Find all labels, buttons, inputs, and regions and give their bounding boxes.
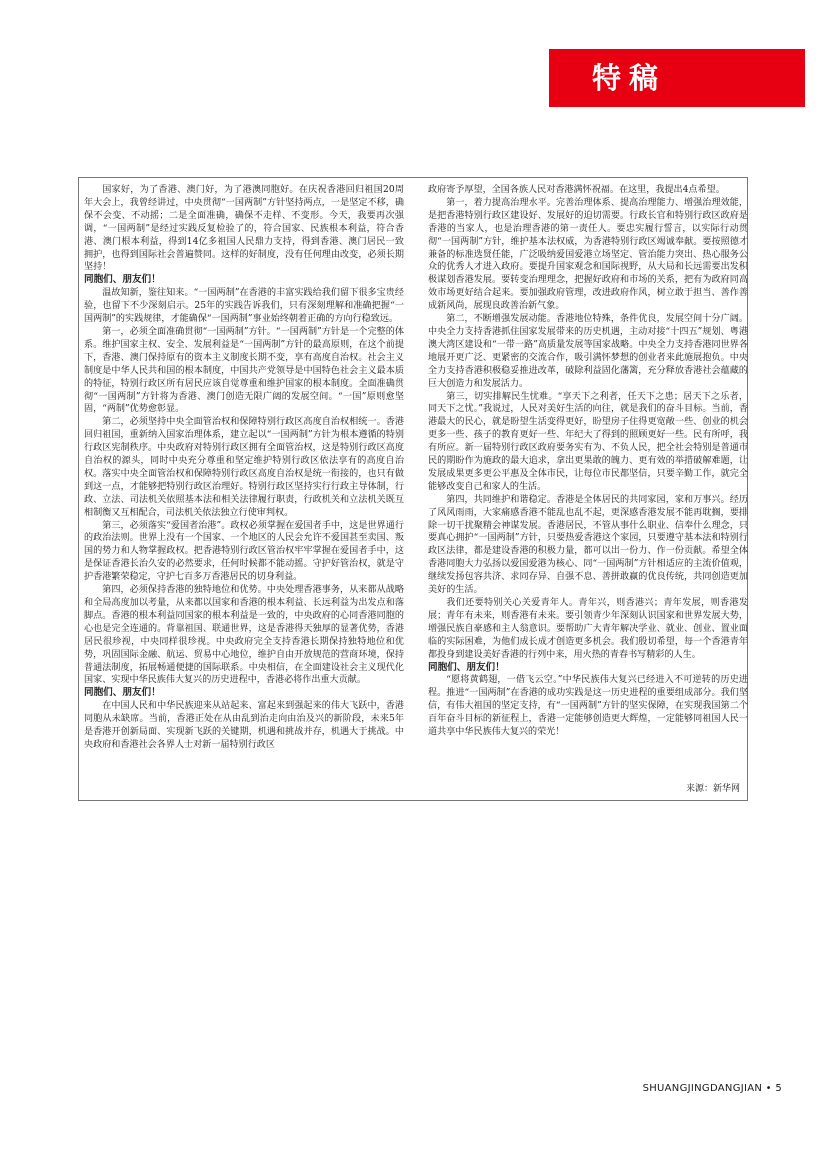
article-column-right (428, 184, 748, 796)
paragraph: 在中国人民和中华民族迎来从站起来、富起来到强起来的伟大飞跃中，香港同胞从未缺席。当前，香港正处在从由乱到治走向由治及兴的新阶段，未来5年是香港开创新局面、实现新飞跃的关键期，机遇和挑战并存，机遇大于挑战。中央政府和香港社会各界人士对新一届特别行政区 (84, 701, 404, 750)
paragraph: “愿将黄鹤翅，一借飞云空。”中华民族伟大复兴已经进入不可逆转的历史进程。推进“一国两制”在香港的成功实践是这一历史进程的重要组成部分。我们坚信，有伟大祖国的坚定支持，有“一国两制”方针的坚实保障，在实现我国第二个百年奋斗目标的新征程上，香港一定能够创造更大辉煌，一定能够同祖国人民一道共享中华民族伟大复兴的荣光！ (428, 675, 748, 738)
section-heading: 同胞们、朋友们！ (84, 687, 161, 699)
paragraph: 第三，切实排解民生忧难。“享天下之利者，任天下之患；居天下之乐者，同天下之忧。”我说过，人民对美好生活的向往，就是我们的奋斗目标。当前，香港最大的民心，就是盼望生活变得更好，盼望房子住得更宽敞一些、创业的机会更多一些、孩子的教育更好一些、年纪大了得到的照顾更好一些。民有所呼，我有所应。新一届特别行政区政府要务实有为、不负人民，把全社会特别是普通市民的期盼作为施政的最大追求，拿出更果敢的魄力、更有效的举措破解难题，让发展成果更多更公平惠及全体市民，让每位市民都坚信，只要辛勤工作，就完全能够改变自己和家人的生活。 (428, 391, 748, 492)
paragraph: 第四，必须保持香港的独特地位和优势。中央处理香港事务，从来都从战略和全局高度加以考量，从来都以国家和香港的根本利益、长远利益为出发点和落脚点。香港的根本利益同国家的根本利益是一致的，中央政府的心同香港同胞的心也是完全连通的。背靠祖国、联通世界，这是香港得天独厚的显著优势，香港居民很珍视，中央同样很珍视。中央政府完全支持香港长期保持独特地位和优势，巩固国际金融、航运、贸易中心地位，维护自由开放规范的营商环境，保持普通法制度，拓展畅通便捷的国际联系。中央相信，在全面建设社会主义现代化国家、实现中华民族伟大复兴的历史进程中，香港必将作出重大贡献。 (84, 585, 404, 686)
section-heading: 同胞们、朋友们！ (428, 661, 505, 673)
article-column-left (84, 184, 404, 796)
paragraph: 第三，必须落实“爱国者治港”。政权必须掌握在爱国者手中，这是世界通行的政治法则。世界上没有一个国家、一个地区的人民会允许不爱国甚至卖国、叛国的势力和人物掌握政权。把香港特别行政区管治权牢牢掌握在爱国者手中，这是保证香港长治久安的必然要求，任何时候都不能动摇。守护好管治权，就是守护香港繁荣稳定，守护七百多万香港居民的切身利益。 (84, 520, 404, 583)
paragraph: 第二，不断增强发展动能。香港地位特殊，条件优良，发展空间十分广阔。中央全力支持香港抓住国家发展带来的历史机遇，主动对接“十四五”规划、粤港澳大湾区建设和“一带一路”高质量发展等国家战略。中央全力支持香港同世界各地展开更广泛、更紧密的交流合作，吸引满怀梦想的创业者来此施展抱负。中央全力支持香港积极稳妥推进改革，破除利益固化藩篱，充分释放香港社会蕴藏的巨大创造力和发展活力。 (428, 314, 748, 389)
source-credit: 来源：新华网 (685, 784, 740, 794)
paragraph: 第一，必须全面准确贯彻“一国两制”方针。“一国两制”方针是一个完整的体系。维护国家主权、安全、发展利益是“一国两制”方针的最高原则，在这个前提下，香港、澳门保持原有的资本主义制度长期不变，享有高度自治权。社会主义制度是中华人民共和国的根本制度，中国共产党领导是中国特色社会主义最本质的特征，特别行政区所有居民应该自觉尊重和维护国家的根本制度。全面准确贯彻“一国两制”方针将为香港、澳门创造无限广阔的发展空间。“一国”原则愈坚固，“两制”优势愈彰显。 (84, 326, 404, 415)
paragraph: 国家好，为了香港、澳门好，为了港澳同胞好。在庆祝香港回归祖国20周年大会上，我曾经讲过，中央贯彻“一国两制”方针坚持两点，一是坚定不移，确保不会变、不动摇；二是全面准确，确保不走样、不变形。今天，我要再次强调，“一国两制”是经过实践反复检验了的，符合国家、民族根本利益，符合香港、澳门根本利益，得到14亿多祖国人民鼎力支持，得到香港、澳门居民一致拥护，也得到国际社会普遍赞同。这样的好制度，没有任何理由改变，必须长期坚持！ (84, 185, 404, 273)
section-banner (549, 49, 805, 107)
page-footer: SHUANGJINGDANGJIAN • 5 (642, 1083, 782, 1094)
paragraph: 温故知新，鉴往知来。“一国两制”在香港的丰富实践给我们留下很多宝贵经验，也留下不少深刻启示。25年的实践告诉我们，只有深刻理解和准确把握“一国两制”的实践规律，才能确保“一国两制”事业始终朝着正确的方向行稳致远。 (84, 288, 404, 325)
paragraph: 第一，着力提高治理水平。完善治理体系、提高治理能力、增强治理效能，是把香港特别行政区建设好、发展好的迫切需要。行政长官和特别行政区政府是香港的当家人，也是治理香港的第一责任人。要忠实履行誓言，以实际行动贯彻“一国两制”方针，维护基本法权威，为香港特别行政区竭诚奉献。要按照德才兼备的标准选贤任能，广泛吸纳爱国爱港立场坚定、管治能力突出、热心服务公众的优秀人才进入政府。要提升国家观念和国际视野，从大局和长远需要出发积极谋划香港发展。要转变治理理念，把握好政府和市场的关系，把有为政府同高效市场更好结合起来。要加强政府管理，改进政府作风，树立敢于担当、善作善成新风尚，展现良政善治新气象。 (428, 197, 748, 312)
paragraph: 第二，必须坚持中央全面管治权和保障特别行政区高度自治权相统一。香港回归祖国，重新纳入国家治理体系，建立起以“一国两制”方针为根本遵循的特别行政区宪制秩序。中央政府对特别行政区拥有全面管治权，这是特别行政区高度自治权的源头，同时中央充分尊重和坚定维护特别行政区依法享有的高度自治权。落实中央全面管治权和保障特别行政区高度自治权是统一衔接的，也只有做到这一点，才能够把特别行政区治理好。特别行政区坚持实行行政主导体制，行政、立法、司法机关依照基本法和相关法律履行职责，行政机关和立法机关既互相制衡又互相配合，司法机关依法独立行使审判权。 (84, 417, 404, 518)
section-heading: 同胞们、朋友们！ (84, 274, 161, 286)
paragraph: 政府寄予厚望，全国各族人民对香港满怀祝福。在这里，我提出4点希望。 (428, 185, 725, 195)
paragraph: 我们还要特别关心关爱青年人。青年兴，则香港兴；青年发展，则香港发展；青年有未来，则香港有未来。要引领青少年深刻认识国家和世界发展大势，增强民族自豪感和主人翁意识。要帮助广大青年解决学业、就业、创业、置业面临的实际困难，为他们成长成才创造更多机会。我们殷切希望，每一个香港青年都投身到建设美好香港的行列中来，用火热的青春书写精彩的人生。 (428, 598, 748, 660)
section-title: 特稿 (591, 61, 666, 95)
paragraph: 第四，共同维护和谐稳定。香港是全体居民的共同家园，家和万事兴。经历了风风雨雨，大家痛感香港不能乱也乱不起，更深感香港发展不能再耽搁，要排除一切干扰聚精会神谋发展。香港居民，不管从事什么职业、信奉什么理念，只要真心拥护“一国两制”方针，只要热爱香港这个家园，只要遵守基本法和特别行政区法律，都是建设香港的积极力量，都可以出一份力、作一份贡献。希望全体香港同胞大力弘扬以爱国爱港为核心、同“一国两制”方针相适应的主流价值观，继续发扬包容共济、求同存异、自强不息、善拼敢赢的优良传统，共同创造更加美好的生活。 (428, 494, 748, 596)
